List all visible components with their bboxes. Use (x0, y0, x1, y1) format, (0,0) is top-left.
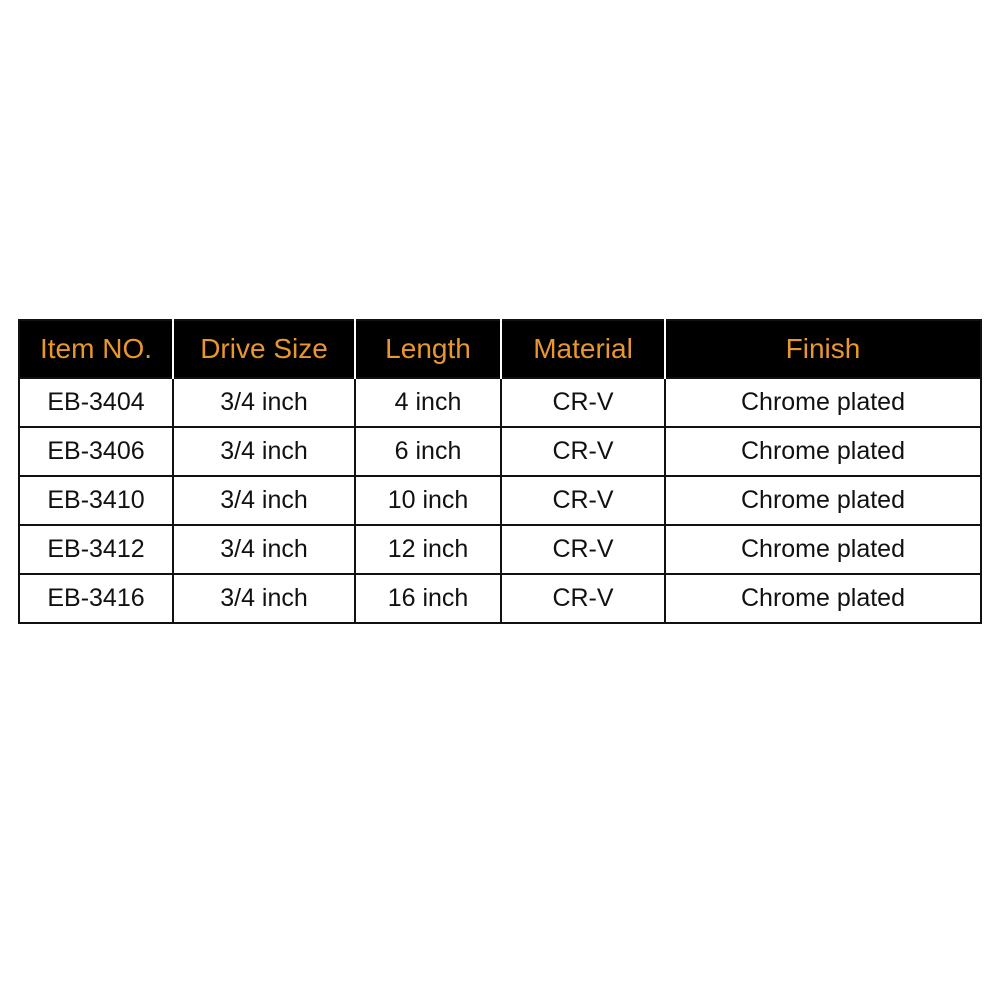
cell-length: 4 inch (355, 378, 501, 427)
cell-finish: Chrome plated (665, 378, 981, 427)
cell-item-no: EB-3410 (19, 476, 173, 525)
cell-drive-size: 3/4 inch (173, 378, 355, 427)
cell-drive-size: 3/4 inch (173, 574, 355, 623)
table-body (19, 378, 981, 623)
cell-material: CR-V (501, 525, 665, 574)
cell-material: CR-V (501, 574, 665, 623)
table-row (19, 427, 981, 476)
cell-length: 12 inch (355, 525, 501, 574)
cell-drive-size: 3/4 inch (173, 476, 355, 525)
header-material: Material (501, 320, 665, 378)
table-row (19, 378, 981, 427)
cell-item-no: EB-3416 (19, 574, 173, 623)
header-row (19, 320, 981, 378)
cell-item-no: EB-3412 (19, 525, 173, 574)
cell-length: 10 inch (355, 476, 501, 525)
table-row (19, 525, 981, 574)
cell-finish: Chrome plated (665, 427, 981, 476)
cell-material: CR-V (501, 476, 665, 525)
spec-table (18, 319, 982, 624)
cell-drive-size: 3/4 inch (173, 427, 355, 476)
header-drive-size: Drive Size (173, 320, 355, 378)
header-finish: Finish (665, 320, 981, 378)
cell-finish: Chrome plated (665, 476, 981, 525)
table-row (19, 574, 981, 623)
table-row (19, 476, 981, 525)
cell-length: 16 inch (355, 574, 501, 623)
cell-item-no: EB-3404 (19, 378, 173, 427)
cell-material: CR-V (501, 378, 665, 427)
cell-item-no: EB-3406 (19, 427, 173, 476)
table-header (19, 320, 981, 378)
cell-drive-size: 3/4 inch (173, 525, 355, 574)
cell-finish: Chrome plated (665, 525, 981, 574)
cell-finish: Chrome plated (665, 574, 981, 623)
cell-material: CR-V (501, 427, 665, 476)
header-item-no: Item NO. (19, 320, 173, 378)
header-length: Length (355, 320, 501, 378)
cell-length: 6 inch (355, 427, 501, 476)
